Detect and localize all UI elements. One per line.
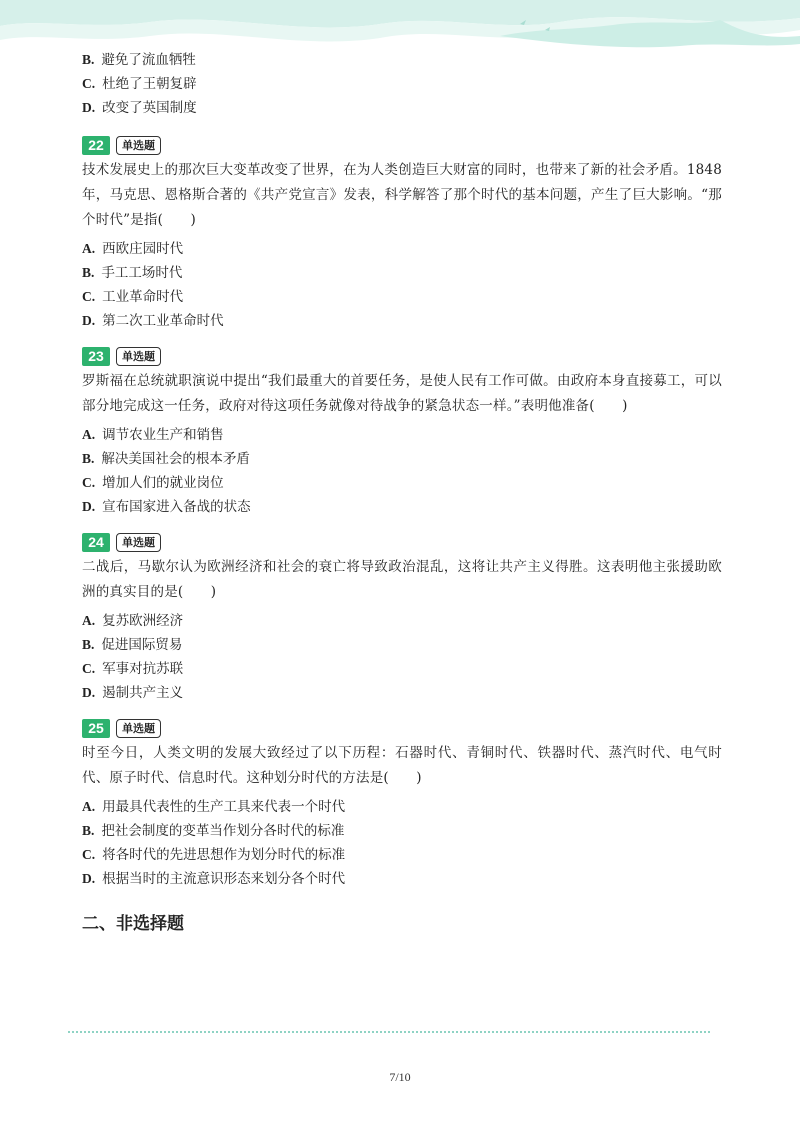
option-item[interactable]: D. 第二次工业革命时代 (82, 313, 224, 329)
question-header (82, 531, 722, 553)
question-stem: 技术发展史上的那次巨大变革改变了世界，在为人类创造巨大财富的同时，也带来了新的社会矛盾。1848年，马克思、恩格斯合著的《共产党宣言》发表，科学解答了那个时代的基本问题，产生了巨大影响。“那个时代”是指( ) (82, 162, 722, 228)
option-item[interactable]: A. 复苏欧洲经济 (82, 613, 184, 629)
page-number: 7/10 (389, 1070, 411, 1084)
option-item[interactable]: A. 调节农业生产和销售 (82, 427, 224, 443)
option-item[interactable]: B. 促进国际贸易 (82, 637, 183, 653)
question-22 (82, 134, 722, 333)
dotted-divider (68, 1031, 710, 1033)
question-stem: 罗斯福在总统就职演说中提出“我们最重大的首要任务，是使人民有工作可做。由政府本身直接募工，可以部分地完成这一任务，政府对待这项任务就像对待战争的紧急状态一样。”表明他准备( ) (82, 373, 722, 414)
option-item[interactable]: D. 遏制共产主义 (82, 685, 184, 701)
question-header (82, 717, 722, 739)
option-item[interactable]: D. 改变了英国制度 (82, 100, 197, 116)
option-item[interactable]: A. 用最具代表性的生产工具来代表一个时代 (82, 799, 346, 815)
option-item[interactable]: C. 军事对抗苏联 (82, 661, 184, 677)
question-24 (82, 531, 722, 705)
option-item[interactable]: B. 把社会制度的变革当作划分各时代的标准 (82, 823, 345, 839)
question-number-badge: 22 (82, 136, 110, 155)
question-number-badge: 25 (82, 719, 110, 738)
option-item[interactable]: C. 杜绝了王朝复辟 (82, 76, 197, 92)
option-item[interactable]: D. 宣布国家进入备战的状态 (82, 499, 251, 515)
question-type-tag: 单选题 (116, 347, 161, 366)
option-item[interactable]: B. 避免了流血牺牲 (82, 52, 196, 68)
question-type-tag: 单选题 (116, 533, 161, 552)
question-type-tag: 单选题 (116, 136, 161, 155)
option-item[interactable]: B. 手工工场时代 (82, 265, 183, 281)
option-item[interactable]: B. 解决美国社会的根本矛盾 (82, 451, 250, 467)
option-item[interactable]: C. 将各时代的先进思想作为划分时代的标准 (82, 847, 346, 863)
question-type-tag: 单选题 (116, 719, 161, 738)
question-25 (82, 717, 722, 891)
question-23 (82, 345, 722, 519)
question-header (82, 134, 722, 156)
option-item[interactable]: C. 工业革命时代 (82, 289, 184, 305)
question-number-badge: 24 (82, 533, 110, 552)
question-stem: 时至今日，人类文明的发展大致经过了以下历程：石器时代、青铜时代、铁器时代、蒸汽时代、电气时代、原子时代、信息时代。这种划分时代的方法是( ) (82, 745, 722, 786)
option-item[interactable]: D. 根据当时的主流意识形态来划分各个时代 (82, 871, 346, 887)
option-item[interactable]: C. 增加人们的就业岗位 (82, 475, 224, 491)
section-title: 二、非选择题 (82, 914, 184, 934)
previous-question-options (82, 48, 722, 120)
question-stem: 二战后，马歇尔认为欧洲经济和社会的衰亡将导致政治混乱，这将让共产主义得胜。这表明他主张援助欧洲的真实目的是( ) (82, 559, 722, 600)
question-number-badge: 23 (82, 347, 110, 366)
question-header (82, 345, 722, 367)
option-item[interactable]: A. 西欧庄园时代 (82, 241, 184, 257)
page-content (82, 48, 722, 934)
